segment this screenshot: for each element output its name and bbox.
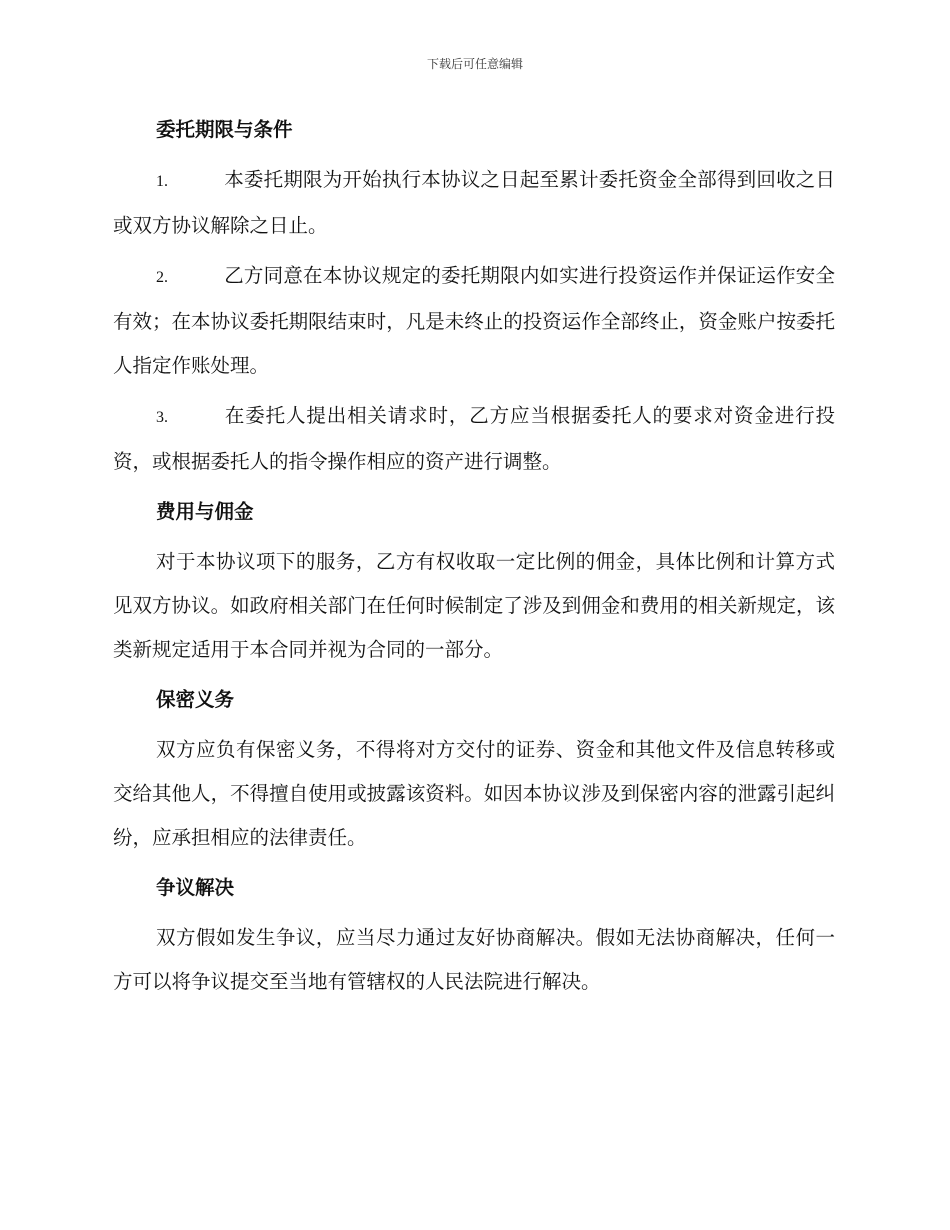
clause-number: 3.	[156, 409, 168, 426]
numbered-clause	[113, 158, 835, 248]
clause-text: 乙方同意在本协议规定的委托期限内如实进行投资运作并保证运作安全有效；在本协议委托期限结束时，凡是未终止的投资运作全部终止，资金账户按委托人指定作账处理。	[113, 264, 835, 377]
numbered-clause	[113, 254, 835, 388]
numbered-clause	[113, 394, 835, 484]
clause-number: 1.	[156, 173, 168, 190]
clause-number: 2.	[156, 269, 168, 286]
page-header: 下载后可任意编辑	[426, 57, 523, 71]
document-body	[113, 108, 835, 1010]
section-body-dispute: 双方假如发生争议，应当尽力通过友好协商解决。假如无法协商解决，任何一方可以将争议提交至当地有管辖权的人民法院进行解决。	[113, 926, 835, 993]
clause-text: 本委托期限为开始执行本协议之日起至累计委托资金全部得到回收之日或双方协议解除之日止。	[113, 168, 835, 237]
section-body-fees: 对于本协议项下的服务，乙方有权收取一定比例的佣金，具体比例和计算方式见双方协议。如政府相关部门在任何时候制定了涉及到佣金和费用的相关新规定，该类新规定适用于本合同并视为合同的一部分。	[113, 550, 835, 661]
section-title-dispute: 争议解决	[156, 876, 235, 899]
section-title-confidentiality: 保密义务	[156, 688, 235, 711]
section-body-confidentiality: 双方应负有保密义务，不得将对方交付的证券、资金和其他文件及信息转移或交给其他人，不得擅自使用或披露该资料。如因本协议涉及到保密内容的泄露引起纠纷，应承担相应的法律责任。	[113, 738, 835, 849]
section-title-fees: 费用与佣金	[156, 500, 254, 523]
clause-text: 在委托人提出相关请求时，乙方应当根据委托人的要求对资金进行投资，或根据委托人的指令操作相应的资产进行调整。	[113, 404, 835, 473]
section-title-term: 委托期限与条件	[156, 118, 293, 141]
